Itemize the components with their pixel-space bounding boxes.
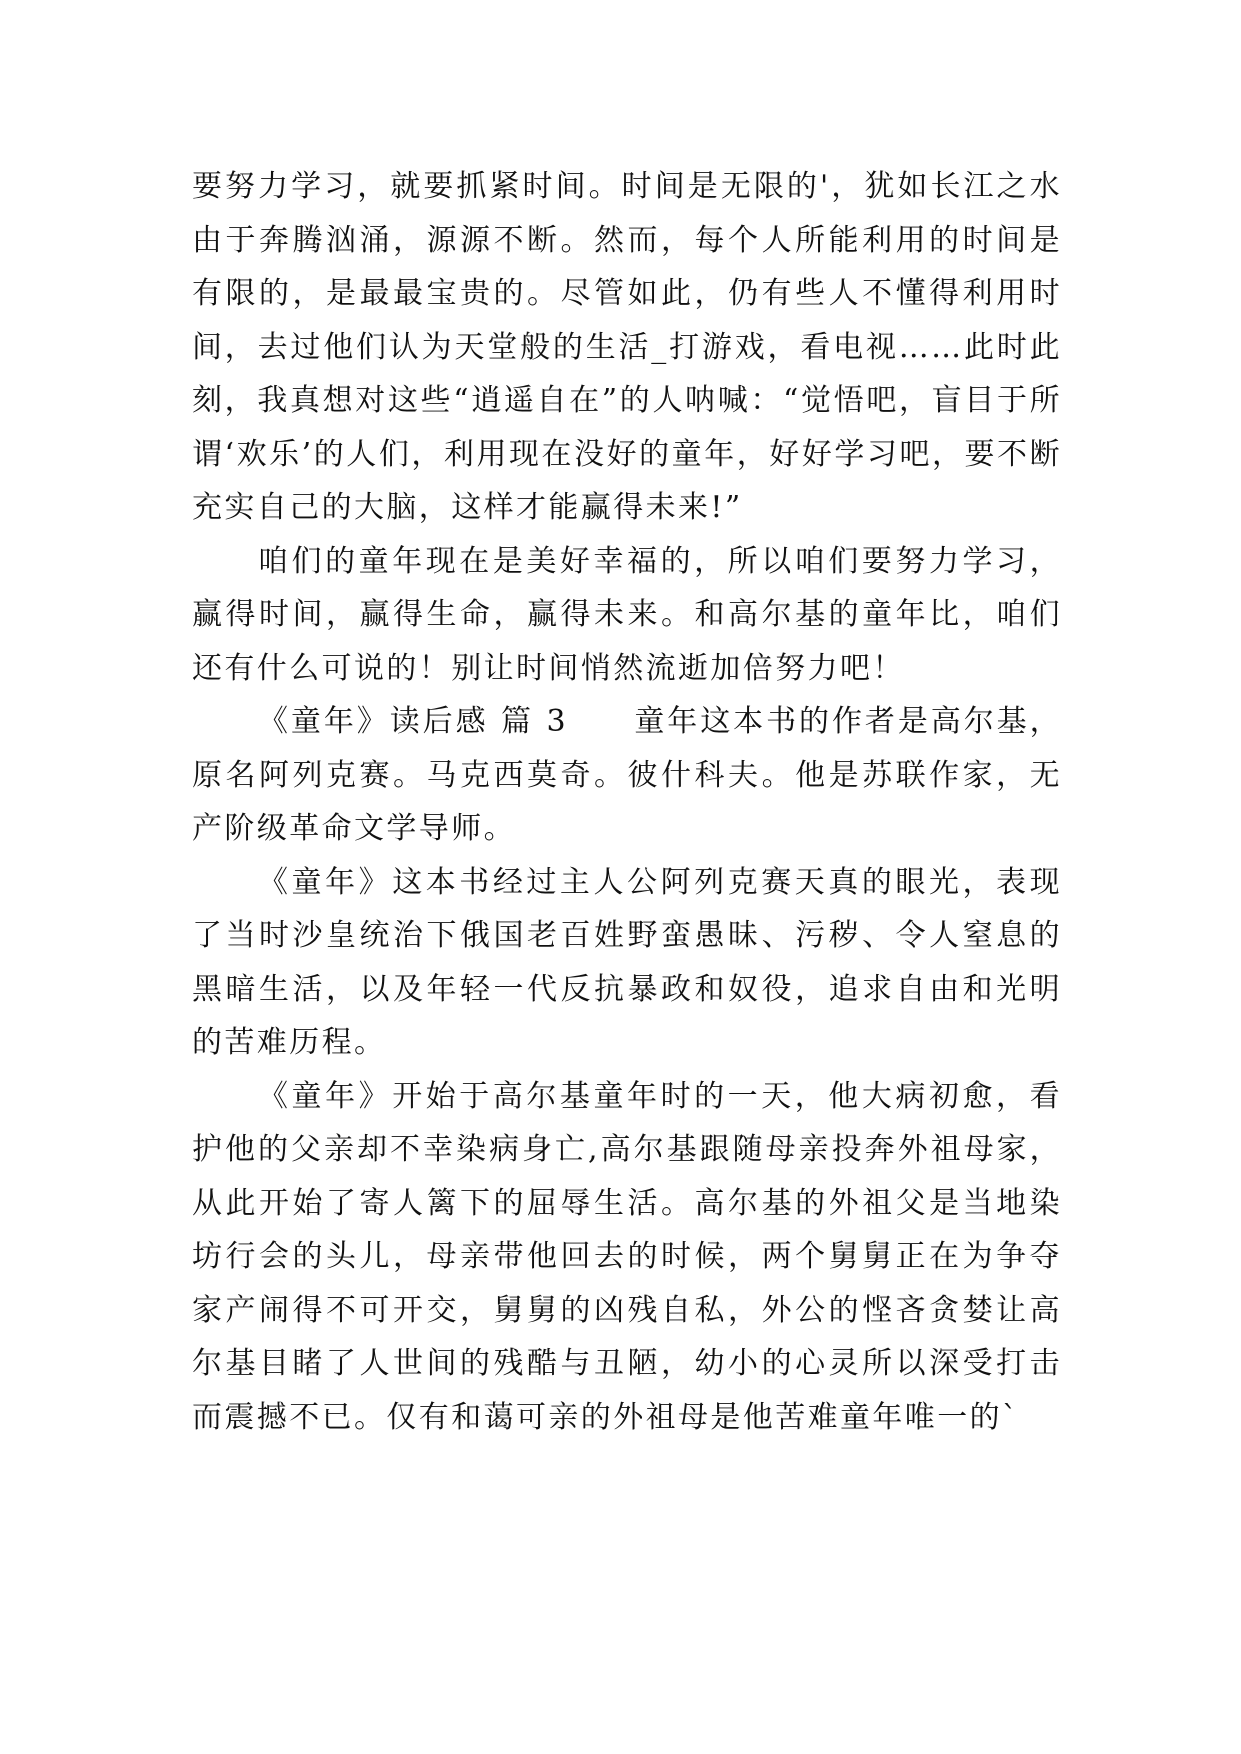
document-body — [192, 160, 1062, 1444]
paragraph-1: 要努力学习，就要抓紧时间。时间是无限的'，犹如长江之水由于奔腾汹涌，源源不断。然而，每个人所能利用的时间是有限的，是最最宝贵的。尽管如此，仍有些人不懂得利用时间，去过他们认为天堂般的生活_打游戏，看电视……此时此刻，我真想对这些“逍遥自在”的人呐喊：“觉悟吧，盲目于所谓‘欢乐’的人们，利用现在没好的童年，好好学习吧，要不断充实自己的大脑，这样才能赢得未来!” — [192, 169, 1062, 525]
paragraph-4: 《童年》这本书经过主人公阿列克赛天真的眼光，表现了当时沙皇统治下俄国老百姓野蛮愚昧、污秽、令人窒息的黑暗生活，以及年轻一代反抗暴政和奴役，追求自由和光明的苦难历程。 — [192, 864, 1062, 1060]
paragraph-3-section-heading: 《童年》读后感 篇 3 童年这本书的作者是高尔基，原名阿列克赛。马克西莫奇。彼什科夫。他是苏联作家，无产阶级革命文学导师。 — [192, 704, 1062, 846]
paragraph-5: 《童年》开始于高尔基童年时的一天，他大病初愈，看护他的父亲却不幸染病身亡,高尔基跟随母亲投奔外祖母家，从此开始了寄人篱下的屈辱生活。高尔基的外祖父是当地染坊行会的头儿，母亲带他回去的时候，两个舅舅正在为争夺家产闹得不可开交，舅舅的凶残自私，外公的悭吝贪婪让高尔基目睹了人世间的残酷与丑陋，幼小的心灵所以深受打击而震撼不已。仅有和蔼可亲的外祖母是他苦难童年唯一的` — [192, 1078, 1062, 1435]
paragraph-2: 咱们的童年现在是美好幸福的，所以咱们要努力学习，赢得时间，赢得生命，赢得未来。和高尔基的童年比，咱们还有什么可说的！别让时间悄然流逝加倍努力吧！ — [192, 543, 1062, 686]
